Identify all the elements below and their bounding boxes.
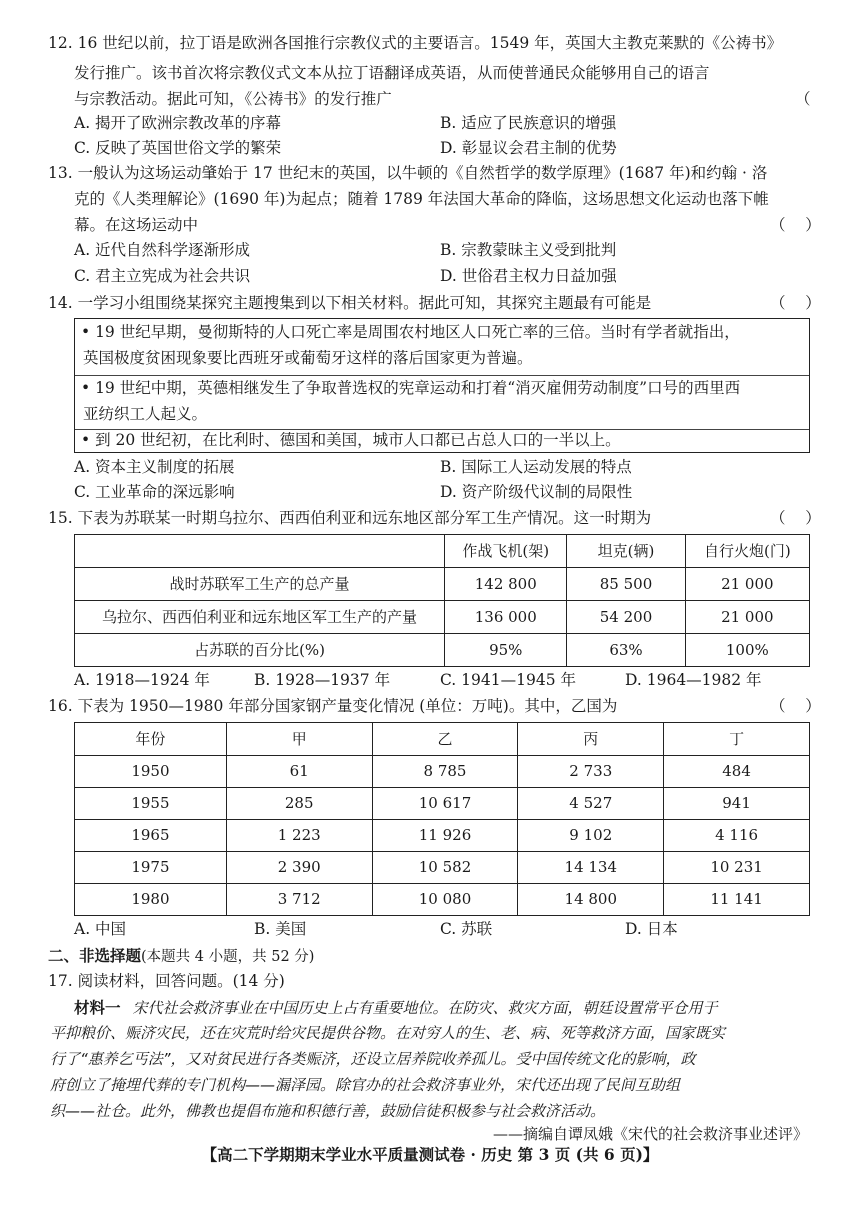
- table-cell: 1975: [75, 852, 227, 884]
- table-cell: 95%: [445, 634, 567, 667]
- table-header-cell: [75, 535, 445, 568]
- table-cell: 54 200: [567, 601, 685, 634]
- q17-material-line-1: [74, 1000, 718, 1017]
- table-cell: 1980: [75, 884, 227, 916]
- section-title: 二、非选择题: [48, 946, 142, 965]
- table-cell: 11 141: [664, 884, 810, 916]
- q14-material-box: [74, 318, 810, 453]
- table-header-row: [75, 535, 810, 568]
- table-cell: 10 080: [372, 884, 518, 916]
- table-cell: 484: [664, 756, 810, 788]
- table-cell: 占苏联的百分比(%): [75, 634, 445, 667]
- table-cell: 61: [226, 756, 372, 788]
- q13-option-c: C. 君主立宪成为社会共识: [74, 267, 251, 285]
- table-cell: 2 390: [226, 852, 372, 884]
- q14-material-line-2: 英国极度贫困现象要比西班牙或葡萄牙这样的落后国家更为普遍。: [83, 349, 533, 367]
- q14-material-divider: [75, 429, 809, 430]
- q13-option-d: D. 世俗君主权力日益加强: [440, 267, 617, 285]
- table-cell: 战时苏联军工生产的总产量: [75, 568, 445, 601]
- table-row: [75, 788, 810, 820]
- table-header-cell: 丙: [518, 723, 664, 756]
- q13-stem-line-2: 克的《人类理解论》(1690 年)为起点；随着 1789 年法国大革命的降临，这场思想文化运动也落下帷: [74, 190, 769, 208]
- q14-option-b: B. 国际工人运动发展的特点: [440, 458, 632, 476]
- q16-option-a: A. 中国: [74, 920, 127, 938]
- table-cell: 21 000: [685, 568, 809, 601]
- q12-option-c: C. 反映了英国世俗文学的繁荣: [74, 139, 282, 157]
- table-cell: 4 527: [518, 788, 664, 820]
- table-cell: 1965: [75, 820, 227, 852]
- table-cell: 10 231: [664, 852, 810, 884]
- table-row: [75, 852, 810, 884]
- q17-material-line-5: 织——社仓。此外，佛教也提倡布施和积德行善，鼓励信徒积极参与社会救济活动。: [50, 1102, 606, 1120]
- q15-production-table: [74, 534, 810, 667]
- table-header-cell: 甲: [226, 723, 372, 756]
- q14-option-c: C. 工业革命的深远影响: [74, 483, 235, 501]
- table-header-cell: 年份: [75, 723, 227, 756]
- table-cell: 941: [664, 788, 810, 820]
- q17-material-text: 宋代社会救济事业在中国历史上占有重要地位。在防灾、救灾方面，朝廷设置常平仓用于: [132, 999, 718, 1017]
- q16-option-d: D. 日本: [625, 920, 678, 938]
- page-footer: 【高二下学期期末学业水平质量测试卷 · 历史 第 3 页 (共 6 页)】: [201, 1145, 659, 1164]
- q17-material-label: 材料一: [74, 998, 121, 1017]
- table-cell: 100%: [685, 634, 809, 667]
- table-cell: 1 223: [226, 820, 372, 852]
- q14-option-a: A. 资本主义制度的拓展: [74, 458, 235, 476]
- table-cell: 85 500: [567, 568, 685, 601]
- section-note: (本题共 4 小题，共 52 分): [141, 949, 315, 965]
- q14-material-line-5: • 到 20 世纪初，在比利时、德国和美国，城市人口都已占总人口的一半以上。: [81, 431, 621, 449]
- table-cell: 4 116: [664, 820, 810, 852]
- q12-stem-line-3: 与宗教活动。据此可知，《公祷书》的发行推广: [74, 90, 392, 108]
- q17-source: ——摘编自谭凤娥《宋代的社会救济事业述评》: [492, 1125, 808, 1143]
- table-cell: 136 000: [445, 601, 567, 634]
- q14-option-d: D. 资产阶级代议制的局限性: [440, 483, 633, 501]
- q12-option-d: D. 彰显议会君主制的优势: [440, 139, 617, 157]
- q15-answer-paren: （ ）: [770, 509, 821, 527]
- q16-stem: 16. 下表为 1950—1980 年部分国家钢产量变化情况 (单位：万吨)。其中，乙国为: [48, 697, 618, 715]
- q13-answer-paren: （ ）: [770, 216, 821, 234]
- q17-material-line-4: 府创立了掩埋代葬的专门机构——漏泽园。除官办的社会救济事业外，宋代还出现了民间互助组: [50, 1076, 681, 1094]
- q14-stem: 14. 一学习小组围绕某探究主题搜集到以下相关材料。据此可知，其探究主题最有可能是: [48, 294, 652, 312]
- q14-material-divider: [75, 375, 809, 376]
- table-cell: 10 582: [372, 852, 518, 884]
- table-header-cell: 丁: [664, 723, 810, 756]
- q13-stem-line-1: 13. 一般认为这场运动肇始于 17 世纪末的英国，以牛顿的《自然哲学的数学原理》(1687 年)和约翰 · 洛: [48, 164, 768, 182]
- q15-option-d: D. 1964—1982 年: [625, 671, 762, 689]
- table-row: [75, 634, 810, 667]
- table-cell: 14 134: [518, 852, 664, 884]
- q17-material-line-2: 平抑粮价、赈济灾民，还在灾荒时给灾民提供谷物。在对穷人的生、老、病、死等救济方面，国家既实: [50, 1024, 726, 1042]
- q14-material-line-1: • 19 世纪早期，曼彻斯特的人口死亡率是周围农村地区人口死亡率的三倍。当时有学者就指出，: [81, 323, 740, 341]
- q13-stem-line-3: 幕。在这场运动中: [74, 216, 199, 234]
- table-cell: 1950: [75, 756, 227, 788]
- table-header-cell: 乙: [372, 723, 518, 756]
- q17-stem: 17. 阅读材料，回答问题。(14 分): [48, 972, 285, 990]
- table-row: [75, 820, 810, 852]
- table-cell: 8 785: [372, 756, 518, 788]
- table-header-cell: 自行火炮(门): [685, 535, 809, 568]
- table-cell: 11 926: [372, 820, 518, 852]
- q16-option-c: C. 苏联: [440, 920, 493, 938]
- q12-stem-line-1: 12. 16 世纪以前，拉丁语是欧洲各国推行宗教仪式的主要语言。1549 年，英国大主教克莱默的《公祷书》: [48, 34, 783, 52]
- q17-material-line-3: 行了“惠养乞丐法”，又对贫民进行各类赈济，还设立居养院收养孤儿。受中国传统文化的影响，政: [50, 1050, 696, 1068]
- q13-option-b: B. 宗教蒙昧主义受到批判: [440, 241, 617, 259]
- table-cell: 3 712: [226, 884, 372, 916]
- section-heading: [48, 948, 314, 965]
- table-header-row: [75, 723, 810, 756]
- table-cell: 142 800: [445, 568, 567, 601]
- q15-option-c: C. 1941—1945 年: [440, 671, 576, 689]
- table-cell: 285: [226, 788, 372, 820]
- table-cell: 21 000: [685, 601, 809, 634]
- table-row: [75, 568, 810, 601]
- table-cell: 乌拉尔、西西伯利亚和远东地区军工生产的产量: [75, 601, 445, 634]
- q12-stem-line-2: 发行推广。该书首次将宗教仪式文本从拉丁语翻译成英语，从而使普通民众能够用自己的语言: [74, 64, 710, 82]
- q14-answer-paren: （ ）: [770, 294, 821, 312]
- table-cell: 1955: [75, 788, 227, 820]
- q15-option-b: B. 1928—1937 年: [254, 671, 391, 689]
- table-header-cell: 坦克(辆): [567, 535, 685, 568]
- table-cell: 14 800: [518, 884, 664, 916]
- q16-answer-paren: （ ）: [770, 697, 821, 715]
- q15-option-a: A. 1918—1924 年: [74, 671, 210, 689]
- table-cell: 9 102: [518, 820, 664, 852]
- q13-option-a: A. 近代自然科学逐渐形成: [74, 241, 251, 259]
- q14-material-line-3: • 19 世纪中期，英德相继发生了争取普选权的宪章运动和打着“消灭雇佣劳动制度”口号的西里西: [81, 379, 741, 397]
- table-row: [75, 884, 810, 916]
- table-header-cell: 作战飞机(架): [445, 535, 567, 568]
- q12-answer-paren: （: [795, 90, 811, 108]
- q12-option-a: A. 揭开了欧洲宗教改革的序幕: [74, 114, 282, 132]
- table-cell: 10 617: [372, 788, 518, 820]
- table-cell: 2 733: [518, 756, 664, 788]
- q14-material-line-4: 亚纺织工人起义。: [83, 405, 208, 423]
- q16-steel-output-table: [74, 722, 810, 916]
- q15-stem: 15. 下表为苏联某一时期乌拉尔、西西伯利亚和远东地区部分军工生产情况。这一时期为: [48, 509, 652, 527]
- q12-option-b: B. 适应了民族意识的增强: [440, 114, 617, 132]
- table-row: [75, 756, 810, 788]
- table-row: [75, 601, 810, 634]
- table-cell: 63%: [567, 634, 685, 667]
- q16-option-b: B. 美国: [254, 920, 307, 938]
